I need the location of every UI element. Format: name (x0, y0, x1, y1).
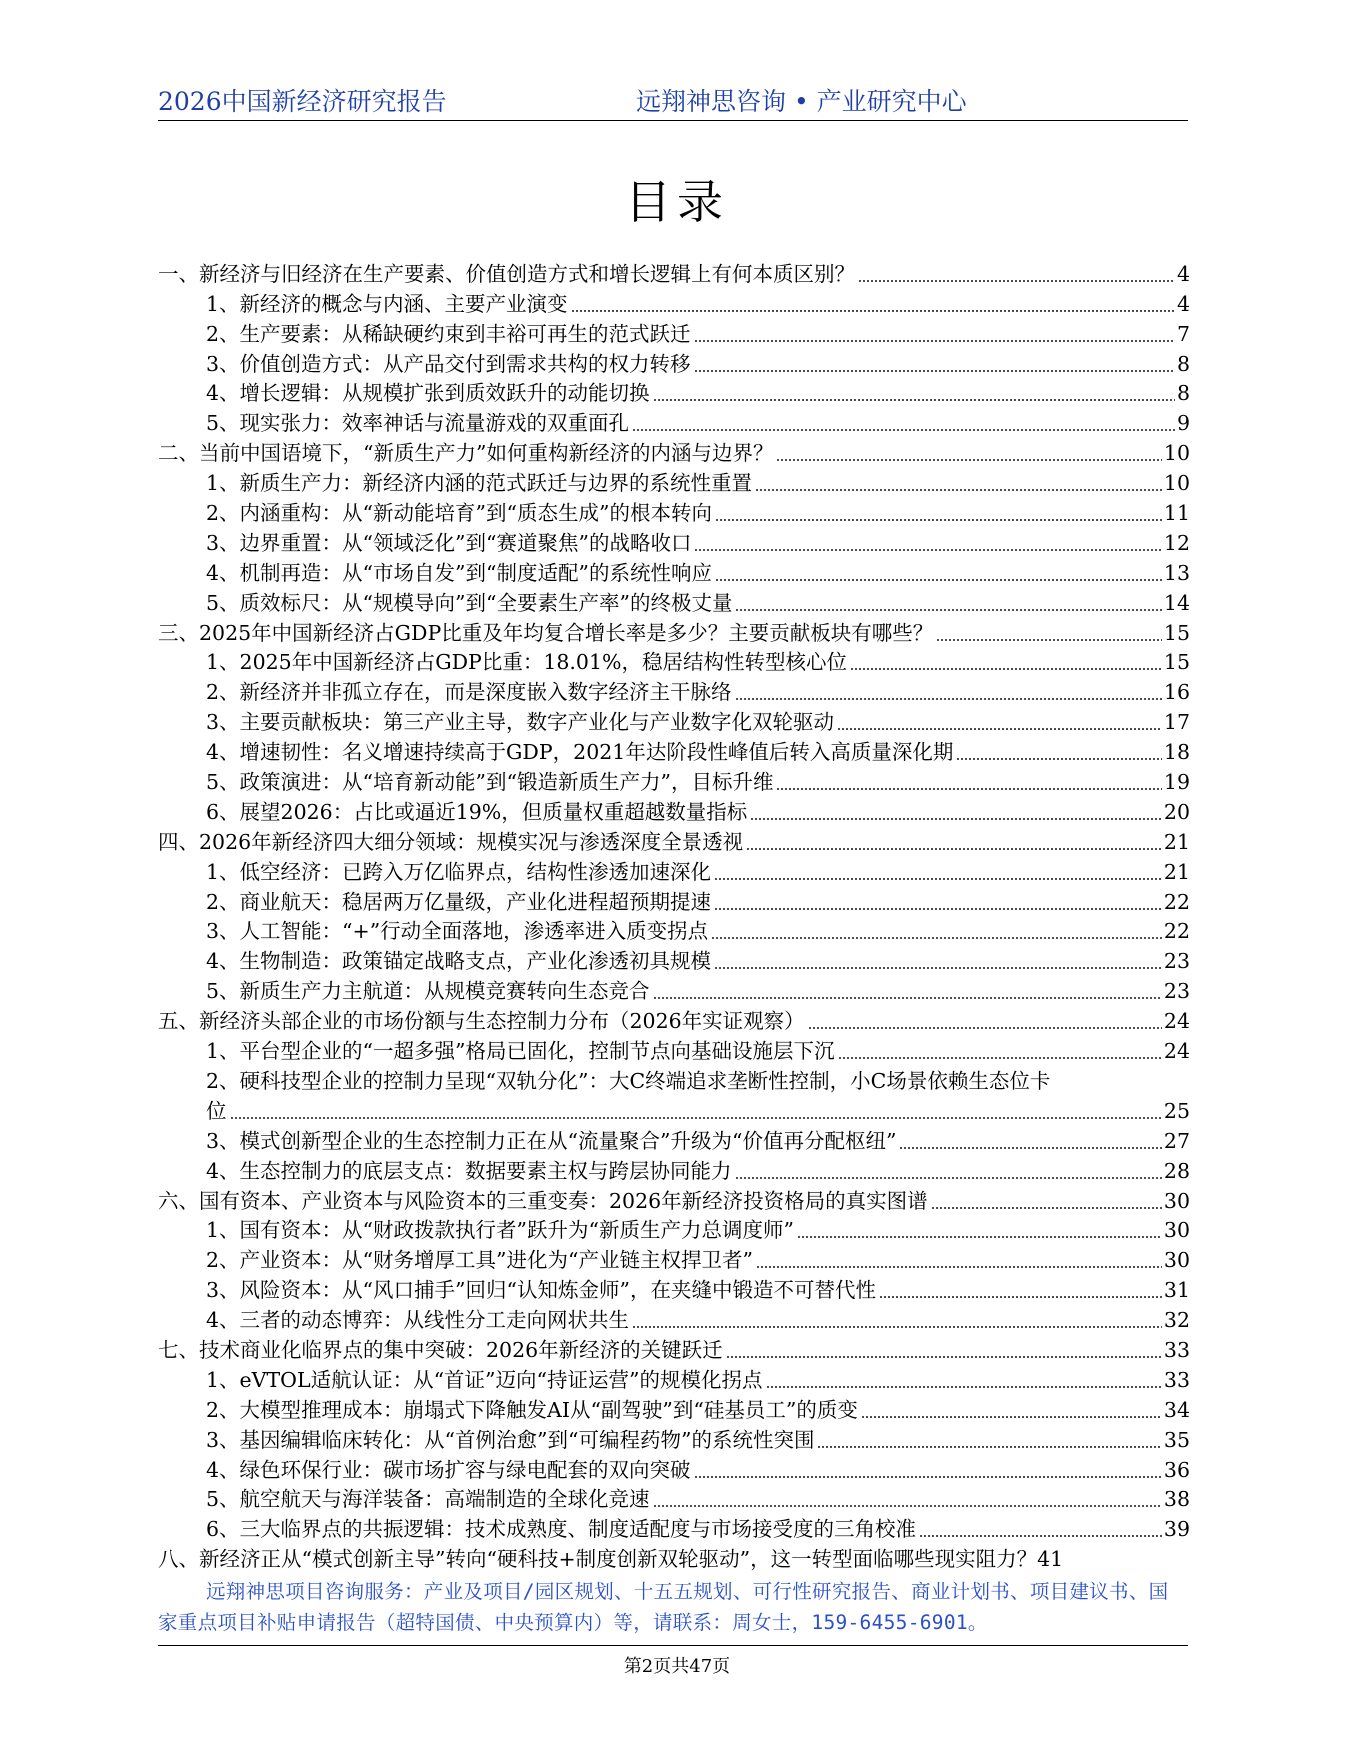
toc-leader-dots (756, 1252, 1162, 1269)
toc-entry-text: 1、低空经济：已跨入万亿临界点，结构性渗透加速深化 (206, 859, 712, 884)
toc-leader-dots (808, 1013, 1162, 1030)
toc-chapter-entry[interactable] (158, 1184, 1190, 1214)
toc-page-number: 30 (1163, 1248, 1190, 1273)
toc-page-number: 39 (1163, 1517, 1190, 1542)
toc-entry-text: 一、新经济与旧经济在生产要素、价值创造方式和增长逻辑上有何本质区别？ (158, 261, 855, 286)
toc-leader-dots (694, 326, 1175, 343)
toc-leader-dots (714, 894, 1162, 911)
toc-entry-text: 2、硬科技型企业的控制力呈现“双轨分化”：大C终端追求垄断性控制，小C场景依赖生态位卡 (206, 1068, 1051, 1093)
toc-entry-text: 五、新经济头部企业的市场份额与生态控制力分布（2026年实证观察） (158, 1009, 805, 1034)
toc-page-number: 33 (1163, 1367, 1190, 1392)
toc-page-number: 30 (1163, 1188, 1190, 1213)
toc-leader-dots (766, 1372, 1162, 1389)
toc-leader-dots (653, 1491, 1162, 1508)
toc-section-entry[interactable] (158, 675, 1190, 705)
toc-leader-dots (936, 625, 1162, 642)
toc-entry-text: 八、新经济正从“模式创新主导”转向“硬科技+制度创新双轮驱动”，这一转型面临哪些现实阻力？ (158, 1547, 1038, 1572)
toc-page-number: 10 (1163, 441, 1190, 466)
toc-section-entry[interactable] (158, 1303, 1190, 1333)
toc-leader-dots (899, 1133, 1161, 1150)
toc-section-entry[interactable] (158, 1124, 1190, 1154)
toc-leader-dots (726, 1342, 1162, 1359)
toc-entry-text: 1、新经济的概念与内涵、主要产业演变 (206, 291, 568, 316)
toc-page-number: 16 (1163, 680, 1190, 705)
toc-page-number: 21 (1163, 829, 1190, 854)
toc-page-number: 20 (1163, 799, 1190, 824)
toc-page-number: 24 (1163, 1039, 1190, 1064)
toc-leader-dots (571, 296, 1175, 313)
toc-section-entry[interactable] (158, 974, 1190, 1004)
toc-entry-text-continued: 位 (206, 1098, 227, 1123)
toc-leader-dots (714, 864, 1162, 881)
toc-title: 目录 (625, 175, 729, 229)
toc-entry-text: 6、展望2026：占比或逼近19%，但质量权重超越数量指标 (206, 799, 748, 824)
toc-page-number: 38 (1163, 1487, 1190, 1512)
toc-page-number: 31 (1163, 1278, 1190, 1303)
toc-entry-text: 3、主要贡献板块：第三产业主导，数字产业化与产业数字化双轮驱动 (206, 710, 835, 735)
toc-leader-dots (931, 1193, 1162, 1210)
toc-page-number: 21 (1163, 859, 1190, 884)
toc-entry-text: 三、2025年中国新经济占GDP比重及年均复合增长率是多少？主要贡献板块有哪些？ (158, 620, 934, 645)
toc-section-entry[interactable] (158, 1243, 1190, 1273)
toc-page-number: 32 (1163, 1308, 1190, 1333)
toc-leader-dots (879, 1282, 1162, 1299)
toc-leader-dots (715, 505, 1162, 522)
toc-section-entry[interactable] (158, 586, 1190, 616)
toc-page-number: 30 (1163, 1218, 1190, 1243)
toc-entry-text: 1、国有资本：从“财政拨款执行者”跃升为“新质生产力总调度师” (206, 1218, 794, 1243)
toc-page-number: 17 (1163, 710, 1190, 735)
toc-chapter-entry[interactable] (158, 257, 1190, 287)
toc-leader-dots (711, 923, 1162, 940)
toc-chapter-entry[interactable] (158, 616, 1190, 646)
toc-entry-text: 七、技术商业化临界点的集中突破：2026年新经济的关键跃迁 (158, 1337, 723, 1362)
toc-page-number: 19 (1163, 770, 1190, 795)
toc-section-entry[interactable] (158, 496, 1190, 526)
toc-section-entry[interactable] (158, 377, 1190, 407)
toc-entry-text: 1、eVTOL适航认证：从“首证”迈向“持证运营”的规模化拐点 (206, 1367, 763, 1392)
toc-page-number: 23 (1163, 979, 1190, 1004)
toc-leader-dots (776, 445, 1161, 462)
toc-leader-dots (735, 1163, 1162, 1180)
toc-leader-dots (694, 535, 1161, 552)
toc-page-number: 41 (1037, 1547, 1064, 1572)
toc-entry-text: 六、国有资本、产业资本与风险资本的三重变奏：2026年新经济投资格局的真实图谱 (158, 1188, 928, 1213)
toc-chapter-entry[interactable] (158, 1542, 1190, 1572)
toc-entry-text: 2、生产要素：从稀缺硬约束到丰裕可再生的范式跃迁 (206, 321, 691, 346)
toc-leader-dots (797, 1222, 1162, 1239)
toc-section-entry[interactable] (158, 347, 1190, 377)
toc-page-number: 24 (1163, 1009, 1190, 1034)
toc-entry-text: 5、现实张力：效率神话与流量游戏的双重面孔 (206, 411, 630, 436)
footer-divider (158, 1645, 1188, 1646)
toc-section-entry[interactable] (158, 1423, 1190, 1453)
toc-section-entry[interactable] (158, 317, 1190, 347)
toc-entry-text: 4、增速韧性：名义增速持续高于GDP，2021年达阶段性峰值后转入高质量深化期 (206, 740, 954, 765)
toc-page-number: 25 (1163, 1098, 1190, 1123)
toc-page-number: 18 (1163, 740, 1190, 765)
toc-entry-text: 2、新经济并非孤立存在，而是深度嵌入数字经济主干脉络 (206, 680, 732, 705)
toc-chapter-entry[interactable] (158, 436, 1190, 466)
toc-entry-text: 2、产业资本：从“财务增厚工具”进化为“产业链主权捍卫者” (206, 1248, 753, 1273)
toc-page-number: 14 (1163, 590, 1190, 615)
toc-leader-dots (632, 415, 1175, 432)
toc-section-entry[interactable] (158, 1453, 1190, 1483)
toc-section-entry[interactable] (158, 705, 1190, 735)
toc-page-number: 4 (1176, 291, 1190, 316)
toc-entry-text: 1、新质生产力：新经济内涵的范式跃迁与边界的系统性重置 (206, 471, 753, 496)
toc-section-entry[interactable] (158, 765, 1190, 795)
toc-entry-text: 3、价值创造方式：从产品交付到需求共构的权力转移 (206, 351, 691, 376)
toc-section-entry[interactable] (158, 1154, 1190, 1184)
toc-entry-text: 3、人工智能：“+”行动全面落地，渗透率进入质变拐点 (206, 919, 709, 944)
toc-leader-dots (735, 684, 1162, 701)
toc-entry-text: 4、绿色环保行业：碳市场扩容与绿电配套的双向突破 (206, 1457, 691, 1482)
toc-entry-text: 3、风险资本：从“风口捕手”回归“认知炼金师”，在夹缝中锻造不可替代性 (206, 1278, 876, 1303)
toc-section-entry[interactable] (158, 287, 1190, 317)
toc-section-entry[interactable] (158, 1064, 1190, 1124)
toc-page-number: 35 (1163, 1427, 1190, 1452)
toc-entry-text: 3、边界重置：从“领域泛化”到“赛道聚焦”的战略收口 (206, 530, 692, 555)
toc-page-number: 8 (1176, 381, 1190, 406)
toc-page-number: 36 (1163, 1457, 1190, 1482)
toc-page-number: 13 (1163, 560, 1190, 585)
consulting-service-note: 远翔神思项目咨询服务：产业及项目/园区规划、十五五规划、可行性研究报告、商业计划书、项目建议书、国家重点项目补贴申请报告（超特国债、中央预算内）等，请联系：周女士，159-6455-6901。 (158, 1580, 1169, 1634)
toc-entry-text: 2、商业航天：稳居两万亿量级，产业化进程超预期提速 (206, 889, 712, 914)
toc-section-entry[interactable] (158, 795, 1190, 825)
toc-section-entry[interactable] (158, 556, 1190, 586)
page-header (158, 80, 1188, 121)
toc-page-number: 9 (1176, 411, 1190, 436)
toc-chapter-entry[interactable] (158, 1333, 1190, 1363)
toc-entry-text: 2、大模型推理成本：崩塌式下降触发AI从“副驾驶”到“硅基员工”的质变 (206, 1397, 858, 1422)
toc-page-number: 22 (1163, 889, 1190, 914)
toc-leader-dots (653, 983, 1162, 1000)
toc-section-entry[interactable] (158, 1034, 1190, 1064)
toc-page-number: 33 (1163, 1337, 1190, 1362)
toc-section-entry[interactable] (158, 855, 1190, 885)
toc-leader-dots (746, 834, 1162, 851)
header-publisher: 远翔神思咨询 • 产业研究中心 (636, 87, 967, 116)
toc-page-number: 10 (1163, 471, 1190, 496)
toc-entry-text: 3、基因编辑临床转化：从“首例治愈”到“可编程药物”的系统性突围 (206, 1427, 815, 1452)
toc-entry-text: 1、平台型企业的“一超多强”格局已固化，控制节点向基础设施层下沉 (206, 1039, 835, 1064)
toc-entry-text: 4、三者的动态博弈：从线性分工走向网状共生 (206, 1308, 630, 1333)
toc-leader-dots (776, 774, 1161, 791)
header-report-title: 2026中国新经济研究报告 (158, 87, 447, 116)
toc-leader-dots (230, 1103, 1162, 1120)
toc-section-entry[interactable] (158, 646, 1190, 676)
toc-entry-text: 4、机制再造：从“市场自发”到“制度适配”的系统性响应 (206, 560, 712, 585)
toc-entry-text: 3、模式创新型企业的生态控制力正在从“流量聚合”升级为“价值再分配枢纽” (206, 1128, 897, 1153)
toc-section-entry[interactable] (158, 1273, 1190, 1303)
toc-entry-text: 4、生态控制力的底层支点：数据要素主权与跨层协同能力 (206, 1158, 732, 1183)
toc-entry-text: 4、增长逻辑：从规模扩张到质效跃升的动能切换 (206, 381, 650, 406)
toc-section-entry[interactable] (158, 1214, 1190, 1244)
toc-page-number: 15 (1163, 620, 1190, 645)
toc-leader-dots (817, 1432, 1161, 1449)
toc-entry-text: 6、三大临界点的共振逻辑：技术成熟度、制度适配度与市场接受度的三角校准 (206, 1517, 917, 1542)
toc-section-entry[interactable] (158, 915, 1190, 945)
toc-chapter-entry[interactable] (158, 825, 1190, 855)
table-of-contents (158, 257, 1190, 1572)
toc-section-entry[interactable] (158, 1363, 1190, 1393)
toc-page-number: 27 (1163, 1128, 1190, 1153)
toc-section-entry[interactable] (158, 1483, 1190, 1513)
toc-page-number: 15 (1163, 650, 1190, 675)
toc-entry-text: 5、新质生产力主航道：从规模竞赛转向生态竞合 (206, 979, 650, 1004)
page-number: 第2页共47页 (623, 1656, 731, 1677)
toc-entry-text: 1、2025年中国新经济占GDP比重：18.01%，稳居结构性转型核心位 (206, 650, 847, 675)
toc-leader-dots (837, 714, 1162, 731)
toc-leader-dots (653, 385, 1175, 402)
toc-leader-dots (850, 654, 1162, 671)
toc-section-entry[interactable] (158, 406, 1190, 436)
toc-page-number: 22 (1163, 919, 1190, 944)
toc-section-entry[interactable] (158, 885, 1190, 915)
toc-entry-text: 二、当前中国语境下，“新质生产力”如何重构新经济的内涵与边界？ (158, 441, 774, 466)
toc-entry-text: 4、生物制造：政策锚定战略支点，产业化渗透初具规模 (206, 949, 712, 974)
toc-leader-dots (755, 475, 1162, 492)
toc-section-entry[interactable] (158, 944, 1190, 974)
toc-page-number: 7 (1176, 321, 1190, 346)
toc-leader-dots (715, 565, 1162, 582)
toc-page-number: 4 (1176, 261, 1190, 286)
toc-page-number: 8 (1176, 351, 1190, 376)
toc-chapter-entry[interactable] (158, 1004, 1190, 1034)
toc-section-entry[interactable] (158, 1512, 1190, 1542)
toc-leader-dots (956, 744, 1162, 761)
toc-page-number: 12 (1163, 530, 1190, 555)
toc-section-entry[interactable] (158, 1393, 1190, 1423)
toc-page-number: 23 (1163, 949, 1190, 974)
toc-section-entry[interactable] (158, 466, 1190, 496)
toc-page-number: 28 (1163, 1158, 1190, 1183)
toc-leader-dots (861, 1402, 1162, 1419)
toc-leader-dots (858, 266, 1175, 283)
toc-leader-dots (750, 804, 1162, 821)
toc-entry-text: 5、质效标尺：从“规模导向”到“全要素生产率”的终极丈量 (206, 590, 733, 615)
toc-entry-text: 四、2026年新经济四大细分领域：规模实况与渗透深度全景透视 (158, 829, 744, 854)
toc-page-number: 11 (1163, 501, 1190, 526)
toc-leader-dots (919, 1521, 1162, 1538)
toc-section-entry[interactable] (158, 735, 1190, 765)
toc-section-entry[interactable] (158, 526, 1190, 556)
toc-page-number: 34 (1163, 1397, 1190, 1422)
toc-leader-dots (632, 1312, 1162, 1329)
toc-leader-dots (735, 595, 1161, 612)
toc-entry-text: 5、航空航天与海洋装备：高端制造的全球化竞速 (206, 1487, 650, 1512)
toc-entry-text: 2、内涵重构：从“新动能培育”到“质态生成”的根本转向 (206, 501, 712, 526)
toc-leader-dots (694, 1462, 1162, 1479)
toc-entry-text: 5、政策演进：从“培育新动能”到“锻造新质生产力”，目标升维 (206, 770, 774, 795)
toc-leader-dots (714, 953, 1162, 970)
toc-leader-dots (694, 356, 1175, 373)
toc-leader-dots (838, 1043, 1162, 1060)
